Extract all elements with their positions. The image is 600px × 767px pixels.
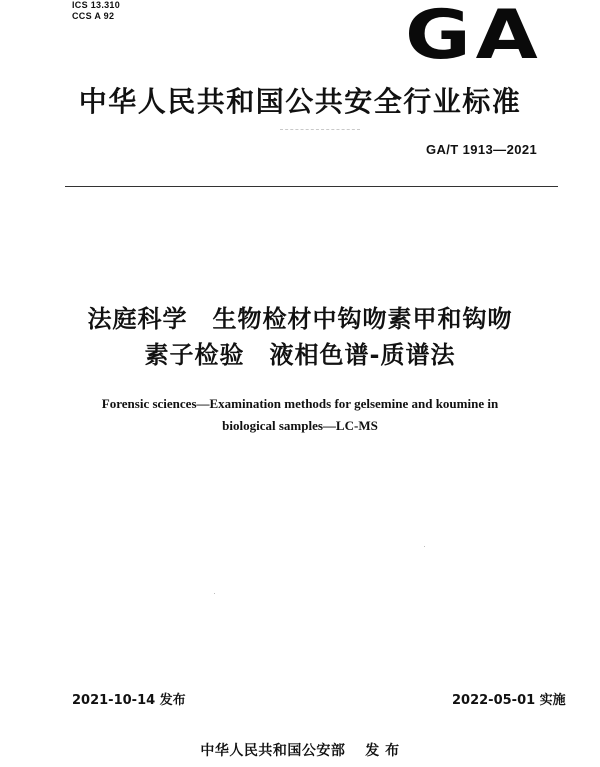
scan-speck — [424, 546, 425, 547]
standard-authority-title: 中华人民共和国公共安全行业标准 — [78, 85, 522, 118]
english-title-line-2: biological samples—LC-MS — [222, 418, 378, 433]
ics-code: ICS 13.310 — [72, 0, 121, 10]
scan-speck — [214, 593, 215, 594]
standard-number: GA/T 1913—2021 — [426, 142, 538, 157]
decorative-dotted-line — [280, 129, 360, 132]
issue-date: 2021-10-14 发布 — [72, 693, 186, 708]
chinese-title-line-1: 法庭科学 生物检材中钩吻素甲和钩吻 — [87, 305, 513, 333]
ccs-code: CCS A 92 — [72, 11, 115, 21]
chinese-title-line-2: 素子检验 液相色谱-质谱法 — [144, 341, 456, 369]
ga-logo: GA — [405, 0, 543, 75]
implementation-date: 2022-05-01 实施 — [452, 693, 566, 708]
english-title-line-1: Forensic sciences—Examination methods for gelsemine and koumine in — [101, 396, 499, 411]
issuing-authority: 中华人民共和国公安部 发 布 — [200, 743, 400, 759]
header-divider — [65, 186, 558, 187]
